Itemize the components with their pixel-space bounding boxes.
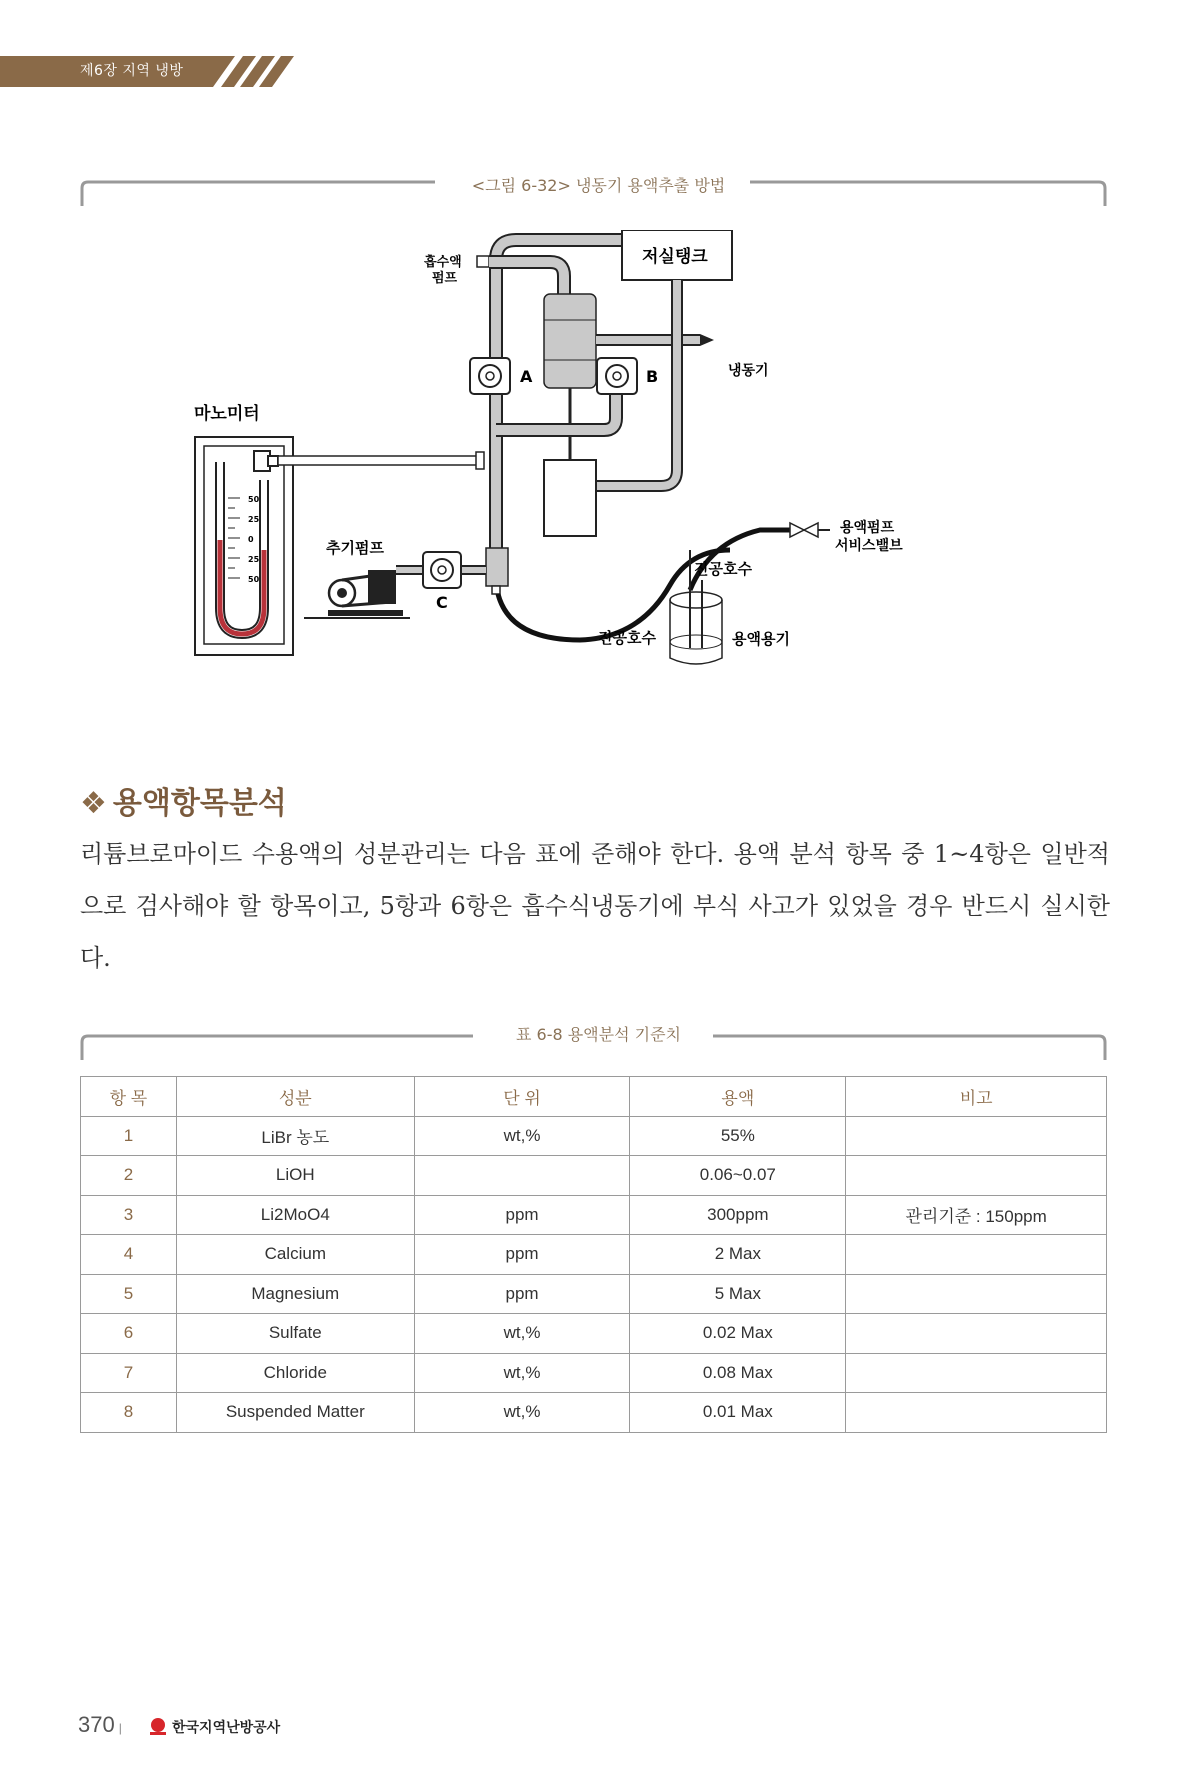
to-chiller-label: 냉동기 xyxy=(728,363,769,379)
figure-caption: <그림 6-32> 냉동기 용액추출 방법 xyxy=(471,176,726,195)
page-separator: | xyxy=(118,1721,122,1735)
table-row xyxy=(81,1195,1107,1235)
extraction-pump xyxy=(304,570,410,618)
pump-c-label: C xyxy=(436,593,448,612)
row-remarks xyxy=(846,1353,1107,1393)
row-component: Calcium xyxy=(176,1235,414,1275)
analysis-table xyxy=(80,1076,1107,1433)
row-remarks xyxy=(846,1156,1107,1196)
absorber-pump-label: 흡수액 xyxy=(424,255,462,270)
row-number: 4 xyxy=(81,1235,177,1275)
row-component: Sulfate xyxy=(176,1314,414,1354)
row-solution: 0.06~0.07 xyxy=(630,1156,846,1196)
row-unit xyxy=(414,1156,630,1196)
row-unit: ppm xyxy=(414,1274,630,1314)
row-number: 3 xyxy=(81,1195,177,1235)
table-row xyxy=(81,1353,1107,1393)
extraction-pump-label: 추기펌프 xyxy=(326,539,384,557)
section-marker: ❖ xyxy=(80,786,107,821)
org-name: 한국지역난방공사 xyxy=(172,1720,281,1736)
header-unit: 단 위 xyxy=(414,1077,630,1117)
row-remarks xyxy=(846,1116,1107,1156)
scale-0-label: 0 xyxy=(248,535,254,544)
row-number: 6 xyxy=(81,1314,177,1354)
manometer-box xyxy=(195,437,293,655)
row-number: 7 xyxy=(81,1353,177,1393)
absorber-pump-label-2: 펌프 xyxy=(432,271,458,286)
header-component: 성분 xyxy=(176,1077,414,1117)
row-remarks xyxy=(846,1274,1107,1314)
header-remarks: 비고 xyxy=(846,1077,1107,1117)
vacuum-hose-1-label: 진공호수 xyxy=(598,629,656,647)
service-valve-label-2: 서비스밸브 xyxy=(835,538,903,554)
row-component: Li2MoO4 xyxy=(176,1195,414,1235)
table-row xyxy=(81,1393,1107,1433)
pump-a-label: A xyxy=(520,367,533,386)
row-unit: wt,% xyxy=(414,1353,630,1393)
table-row xyxy=(81,1235,1107,1275)
section-title xyxy=(80,778,287,822)
section-paragraph: 리튬브로마이드 수용액의 성분관리는 다음 표에 준해야 한다. 용액 분석 항목 중 1~4항은 일반적으로 검사해야 할 항목이고, 5항과 6항은 흡수식냉동기에 부식 사고가 있었을 경우 반드시 실시한다. xyxy=(80,840,1110,972)
pump-b xyxy=(597,358,637,394)
pump-c xyxy=(423,552,461,588)
row-number: 1 xyxy=(81,1116,177,1156)
scale-25-top-label: 25 xyxy=(248,515,260,524)
row-solution: 300ppm xyxy=(630,1195,846,1235)
row-remarks xyxy=(846,1235,1107,1275)
table-row xyxy=(81,1274,1107,1314)
table-header-row xyxy=(81,1077,1107,1117)
row-number: 2 xyxy=(81,1156,177,1196)
row-remarks: 관리기준 : 150ppm xyxy=(846,1195,1107,1235)
table-row xyxy=(81,1116,1107,1156)
vacuum-hose-2-label: 진공호수 xyxy=(694,560,752,578)
header-solution: 용액 xyxy=(630,1077,846,1117)
row-unit: wt,% xyxy=(414,1116,630,1156)
row-unit: ppm xyxy=(414,1235,630,1275)
row-unit: wt,% xyxy=(414,1314,630,1354)
scale-50-bottom-label: 50 xyxy=(248,575,260,584)
section-title-text: 용액항목분석 xyxy=(112,786,287,821)
row-component: Suspended Matter xyxy=(176,1393,414,1433)
header-item: 항 목 xyxy=(81,1077,177,1117)
row-remarks xyxy=(846,1314,1107,1354)
row-solution: 0.08 Max xyxy=(630,1353,846,1393)
row-component: Magnesium xyxy=(176,1274,414,1314)
solution-container-label: 용액용기 xyxy=(732,630,790,648)
table-caption: 표 6-8 용액분석 기준치 xyxy=(515,1025,682,1044)
row-number: 5 xyxy=(81,1274,177,1314)
manometer-label: 마노미터 xyxy=(194,404,260,424)
pump-b-label: B xyxy=(646,367,659,386)
figure-frame xyxy=(80,178,1107,208)
row-solution: 55% xyxy=(630,1116,846,1156)
row-unit: ppm xyxy=(414,1195,630,1235)
scale-50-top-label: 50 xyxy=(248,495,260,504)
row-unit: wt,% xyxy=(414,1393,630,1433)
extraction-diagram xyxy=(180,230,1020,670)
service-valve-label: 용액펌프 xyxy=(840,520,895,536)
table-frame xyxy=(80,1032,1107,1062)
row-component: Chloride xyxy=(176,1353,414,1393)
table-row xyxy=(81,1156,1107,1196)
org-logo-icon xyxy=(148,1717,168,1737)
row-solution: 5 Max xyxy=(630,1274,846,1314)
scale-25-bottom-label: 25 xyxy=(248,555,260,564)
row-remarks xyxy=(846,1393,1107,1433)
page-number-value: 370 xyxy=(78,1712,115,1737)
tank-label: 저실탱크 xyxy=(642,247,708,267)
row-solution: 2 Max xyxy=(630,1235,846,1275)
page-number xyxy=(78,1712,122,1738)
row-solution: 0.02 Max xyxy=(630,1314,846,1354)
row-component: LiBr 농도 xyxy=(176,1116,414,1156)
row-number: 8 xyxy=(81,1393,177,1433)
pump-a xyxy=(470,358,510,394)
row-component: LiOH xyxy=(176,1156,414,1196)
row-solution: 0.01 Max xyxy=(630,1393,846,1433)
chapter-title: 제6장 지역 냉방 xyxy=(80,63,184,79)
table-row xyxy=(81,1314,1107,1354)
